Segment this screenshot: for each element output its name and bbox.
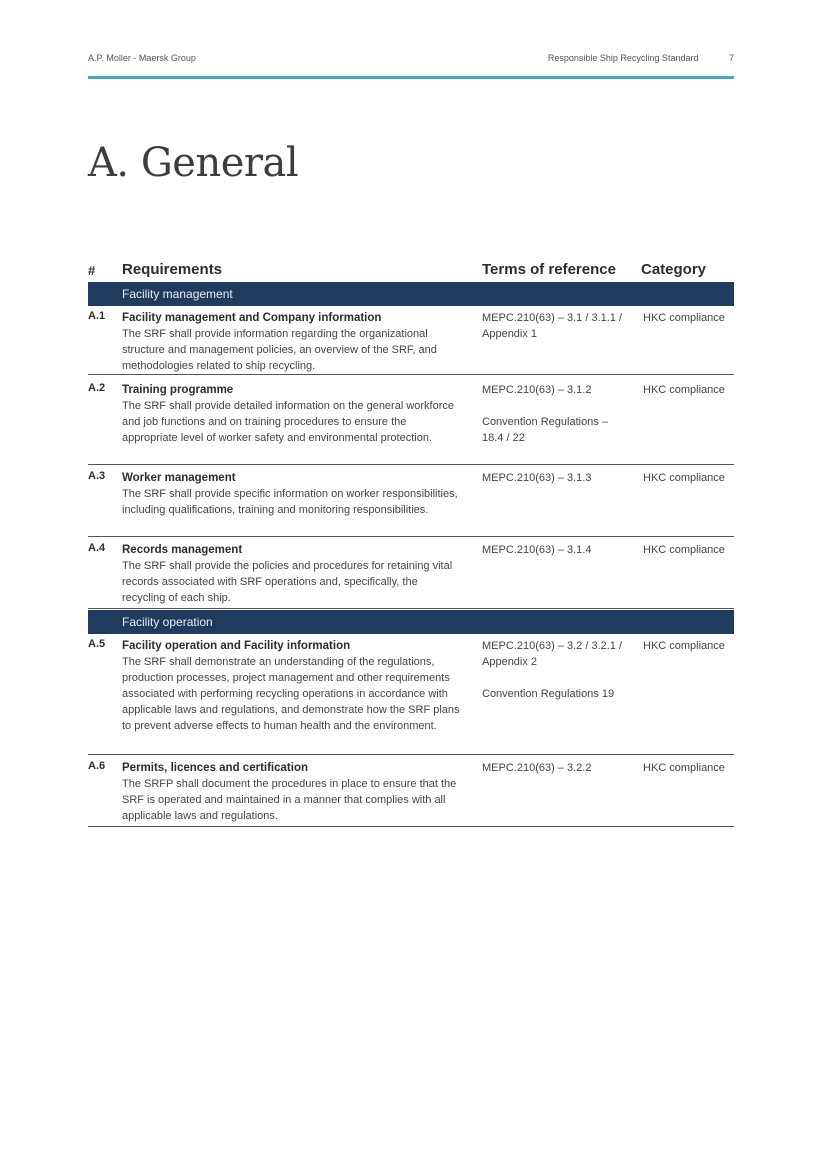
- table-row: [88, 308, 734, 375]
- category: HKC compliance: [643, 384, 725, 396]
- page-number: 7: [728, 53, 734, 63]
- requirement-title: Permits, licences and certification: [122, 762, 308, 774]
- reference: MEPC.210(63) – 3.1.2: [482, 384, 592, 396]
- table-row: [88, 468, 734, 537]
- group-label: Facility operation: [122, 615, 213, 629]
- requirement-title: Records management: [122, 544, 243, 556]
- terms-cell: [482, 470, 632, 486]
- requirement-id: A.1: [88, 310, 106, 322]
- requirement-cell: [122, 310, 462, 374]
- terms-cell: [482, 542, 632, 558]
- category: HKC compliance: [643, 472, 725, 484]
- column-header-category: Category: [641, 261, 707, 278]
- section-title: A. General: [88, 140, 299, 186]
- terms-cell: [482, 310, 632, 342]
- reference: MEPC.210(63) – 3.1 / 3.1.1 / Appendix 1: [482, 312, 623, 340]
- requirement-title: Facility management and Company information: [122, 312, 382, 324]
- requirement-id: A.6: [88, 760, 106, 772]
- table-row: [88, 380, 734, 465]
- requirement-id: A.5: [88, 638, 106, 650]
- requirement-cell: [122, 382, 462, 446]
- table-row: [88, 636, 734, 755]
- requirement-text: The SRF shall provide the policies and procedures for retaining vital records associated with SRF operations and, specifically, the recycling of each ship.: [122, 560, 453, 604]
- reference: MEPC.210(63) – 3.1.3: [482, 472, 592, 484]
- requirement-cell: [122, 542, 462, 606]
- category: HKC compliance: [643, 312, 725, 324]
- requirement-id: A.3: [88, 470, 106, 482]
- requirement-cell: [122, 760, 462, 824]
- requirement-cell: [122, 470, 462, 518]
- requirement-cell: [122, 638, 462, 734]
- terms-cell: [482, 760, 632, 776]
- column-header-requirements: Requirements: [122, 261, 223, 278]
- reference: Convention Regulations – 18.4 / 22: [482, 416, 608, 444]
- page-header: [88, 53, 734, 67]
- reference: Convention Regulations 19: [482, 688, 615, 700]
- category: HKC compliance: [643, 640, 725, 652]
- reference: MEPC.210(63) – 3.2.2: [482, 762, 592, 774]
- terms-cell: [482, 638, 632, 702]
- requirement-text: The SRF shall demonstrate an understanding of the regulations, production processes, project management and other requirements associated with performing recycling operations in accordance with applicable laws and regulations, and demonstrate how the SRF plans to prevent adverse effects to human health and the environment.: [122, 656, 460, 732]
- requirement-title: Training programme: [122, 384, 234, 396]
- header-rule: [88, 76, 734, 79]
- table-row: [88, 540, 734, 609]
- requirement-text: The SRFP shall document the procedures in place to ensure that the SRF is operated and maintained in a manner that complies with all applicable laws and regulations.: [122, 778, 457, 822]
- requirement-title: Facility operation and Facility information: [122, 640, 351, 652]
- requirement-text: The SRF shall provide specific information on worker responsibilities, including qualifications, training and monitoring responsibilities.: [122, 488, 458, 516]
- terms-cell: [482, 382, 632, 446]
- category: HKC compliance: [643, 762, 725, 774]
- header-right: [548, 53, 734, 63]
- group-label: Facility management: [122, 287, 233, 301]
- requirement-id: A.2: [88, 382, 106, 394]
- group-band-facility-operation: [88, 610, 734, 634]
- reference: MEPC.210(63) – 3.1.4: [482, 544, 592, 556]
- column-header-terms: Terms of reference: [482, 261, 616, 278]
- requirement-title: Worker management: [122, 472, 236, 484]
- document-title: Responsible Ship Recycling Standard: [547, 53, 699, 63]
- column-header-number: #: [88, 263, 96, 278]
- company-name: A.P. Moller - Maersk Group: [88, 53, 196, 63]
- category: HKC compliance: [643, 544, 725, 556]
- table-row: [88, 758, 734, 827]
- reference: MEPC.210(63) – 3.2 / 3.2.1 / Appendix 2: [482, 640, 623, 668]
- group-band-facility-management: [88, 282, 734, 306]
- requirement-text: The SRF shall provide information regarding the organizational structure and management policies, an overview of the SRF, and methodologies related to ship recycling.: [122, 328, 437, 372]
- requirement-text: The SRF shall provide detailed information on the general workforce and job functions and on training procedures to ensure the appropriate level of worker safety and environmental protection.: [122, 400, 455, 444]
- requirement-id: A.4: [88, 542, 106, 554]
